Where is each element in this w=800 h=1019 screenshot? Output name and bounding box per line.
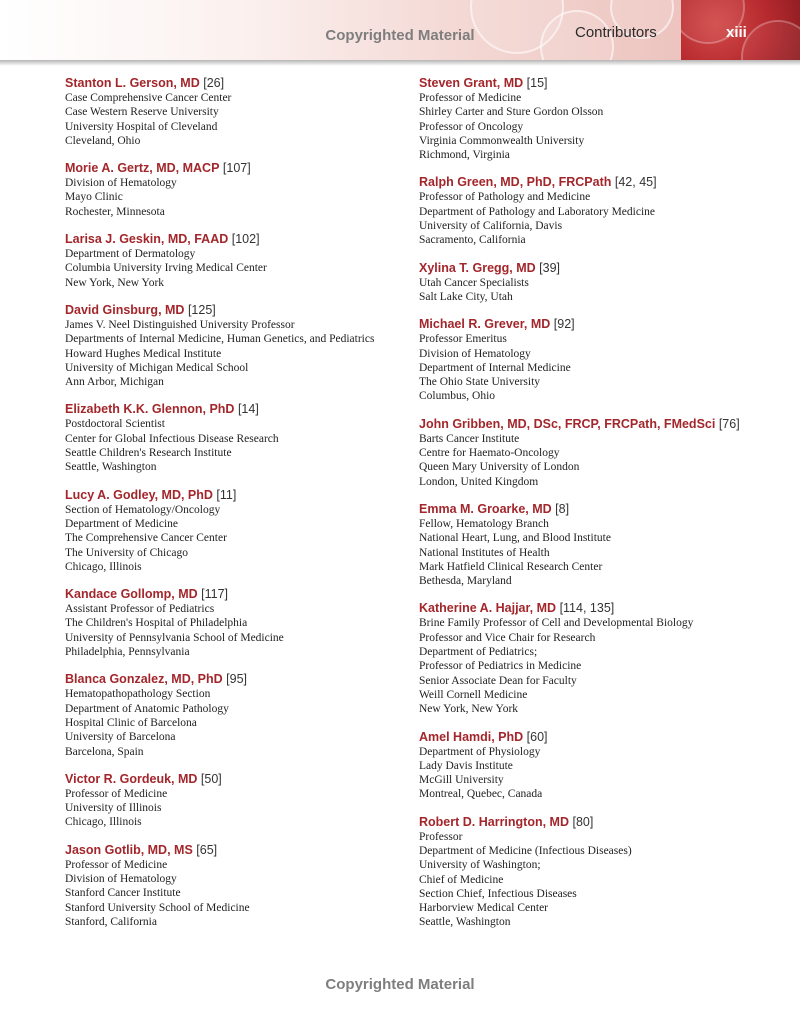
affiliation-line: Senior Associate Dean for Faculty <box>419 674 577 687</box>
contributor-name: Jason Gotlib, MD, MS <box>65 842 193 857</box>
contributor-name: Stanton L. Gerson, MD <box>65 76 200 90</box>
affiliation-line: University Hospital of Cleveland <box>65 120 218 133</box>
contributor-heading <box>419 261 769 276</box>
contributor-name: Steven Grant, MD <box>419 76 524 90</box>
contributor-heading <box>65 402 415 417</box>
affiliation-line: Center for Global Infectious Disease Research <box>65 432 279 445</box>
chapter-reference: [65] <box>196 842 218 857</box>
chapter-reference: [114, 135] <box>559 601 615 616</box>
affiliation-line: Division of Hematology <box>65 872 177 885</box>
contributor-entry <box>419 601 769 716</box>
contributor-name: Lucy A. Godley, MD, PhD <box>65 487 213 502</box>
affiliation-line: Brine Family Professor of Cell and Developmental Biology <box>419 617 694 630</box>
affiliation-line: Stanford, California <box>65 915 157 928</box>
affiliation-line: Centre for Haemato-Oncology <box>419 447 560 460</box>
contributor-heading <box>65 488 415 503</box>
affiliation-line: The Children's Hospital of Philadelphia <box>65 617 248 630</box>
affiliation-line: Montreal, Quebec, Canada <box>419 788 543 801</box>
contributor-heading <box>65 587 415 602</box>
affiliation-line: Sacramento, California <box>419 234 526 247</box>
contributor-heading <box>419 317 769 332</box>
contributor-name: Robert D. Harrington, MD <box>419 814 569 829</box>
contributor-name: Xylina T. Gregg, MD <box>419 260 536 275</box>
affiliation-line: Barts Cancer Institute <box>419 432 520 445</box>
contributor-entry <box>419 175 769 247</box>
affiliation-line: Stanford Cancer Institute <box>65 887 181 900</box>
contributors-left-column <box>65 76 415 942</box>
affiliation-line: Salt Lake City, Utah <box>419 290 513 303</box>
contributor-entry <box>419 730 769 802</box>
affiliation-line: Professor of Oncology <box>419 120 524 133</box>
contributor-name: Amel Hamdi, PhD <box>419 729 524 744</box>
contributor-heading <box>65 672 415 687</box>
contributor-entry <box>419 815 769 930</box>
affiliation-line: Postdoctoral Scientist <box>65 418 165 431</box>
affiliation-line: Mark Hatfield Clinical Research Center <box>419 560 603 573</box>
affiliation-line: Hospital Clinic of Barcelona <box>65 716 197 729</box>
contributor-entry <box>419 317 769 403</box>
contributor-heading <box>419 175 769 190</box>
affiliation-line: Lady Davis Institute <box>419 759 513 772</box>
chapter-reference: [60] <box>526 729 548 744</box>
contributor-entry <box>65 587 415 659</box>
affiliation-line: Cleveland, Ohio <box>65 134 141 147</box>
affiliation-line: Mayo Clinic <box>65 191 123 204</box>
contributor-name: Emma M. Groarke, MD <box>419 501 552 516</box>
affiliation-line: Professor of Medicine <box>419 92 522 104</box>
affiliation-line: Richmond, Virginia <box>419 149 510 162</box>
chapter-reference: [125] <box>187 302 216 317</box>
affiliation-line: The University of Chicago <box>65 546 188 559</box>
chapter-reference: [14] <box>237 402 259 417</box>
affiliation-line: New York, New York <box>419 703 519 716</box>
affiliation-line: Case Western Reserve University <box>65 106 219 119</box>
affiliation-line: Columbus, Ohio <box>419 390 496 403</box>
contributor-entry <box>65 772 415 830</box>
contributor-name: Morie A. Gertz, MD, MACP <box>65 161 220 176</box>
chapter-reference: [95] <box>226 672 248 687</box>
contributor-name: Elizabeth K.K. Glennon, PhD <box>65 402 235 417</box>
contributor-entry <box>419 76 769 162</box>
affiliation-line: Bethesda, Maryland <box>419 575 512 588</box>
affiliation-line: Department of Medicine (Infectious Diseases) <box>419 844 632 857</box>
contributor-heading <box>65 161 415 176</box>
affiliation-line: Chief of Medicine <box>419 873 504 886</box>
affiliation-line: Fellow, Hematology Branch <box>419 517 549 530</box>
contributor-heading <box>419 76 769 91</box>
affiliation-line: Department of Physiology <box>419 745 541 758</box>
affiliation-line: The Comprehensive Cancer Center <box>65 532 227 545</box>
watermark-top: Copyrighted Material <box>325 27 475 44</box>
affiliation-line: Case Comprehensive Cancer Center <box>65 92 232 104</box>
affiliation-line: National Heart, Lung, and Blood Institute <box>419 532 611 545</box>
affiliation-line: Shirley Carter and Sture Gordon Olsson <box>419 106 604 119</box>
affiliation-line: Chicago, Illinois <box>65 816 142 829</box>
affiliation-line: Professor and Vice Chair for Research <box>419 631 596 644</box>
chapter-reference: [50] <box>200 771 222 786</box>
affiliation-line: Seattle, Washington <box>65 461 157 474</box>
chapter-reference: [80] <box>572 814 594 829</box>
affiliation-line: Department of Pediatrics; <box>419 646 538 659</box>
affiliation-line: University of California, Davis <box>419 220 563 233</box>
contributor-entry <box>65 672 415 758</box>
affiliation-line: Department of Internal Medicine <box>419 361 571 374</box>
affiliation-line: University of Michigan Medical School <box>65 361 249 374</box>
contributor-name: Larisa J. Geskin, MD, FAAD <box>65 232 229 247</box>
chapter-reference: [92] <box>553 317 575 332</box>
contributor-entry <box>419 261 769 305</box>
affiliation-line: Department of Anatomic Pathology <box>65 702 229 715</box>
contributor-name: Kandace Gollomp, MD <box>65 587 198 602</box>
affiliation-line: Seattle Children's Research Institute <box>65 447 232 460</box>
contributor-entry <box>65 843 415 929</box>
header-shadow <box>0 60 800 66</box>
page-number: xiii <box>726 24 747 41</box>
contributor-heading <box>65 843 415 858</box>
chapter-reference: [107] <box>222 161 251 176</box>
affiliation-line: University of Washington; <box>419 859 541 872</box>
watermark-bottom: Copyrighted Material <box>325 976 475 993</box>
affiliation-line: Columbia University Irving Medical Center <box>65 262 267 275</box>
contributor-name: David Ginsburg, MD <box>65 302 185 317</box>
affiliation-line: Division of Hematology <box>419 347 531 360</box>
affiliation-line: Department of Medicine <box>65 517 179 530</box>
contributor-heading <box>65 232 415 247</box>
affiliation-line: University of Pennsylvania School of Medicine <box>65 631 284 644</box>
affiliation-line: University of Illinois <box>65 802 162 815</box>
affiliation-line: Ann Arbor, Michigan <box>65 376 164 389</box>
affiliation-line: The Ohio State University <box>419 376 541 389</box>
affiliation-line: Virginia Commonwealth University <box>419 134 585 147</box>
affiliation-line: Department of Pathology and Laboratory Medicine <box>419 205 655 218</box>
affiliation-line: Harborview Medical Center <box>419 902 549 915</box>
chapter-reference: [42, 45] <box>614 175 657 190</box>
chapter-reference: [26] <box>203 76 225 90</box>
contributor-entry <box>419 417 769 489</box>
contributor-heading <box>65 76 415 91</box>
contributor-entry <box>419 502 769 588</box>
affiliation-line: Weill Cornell Medicine <box>419 688 528 701</box>
affiliation-line: Division of Hematology <box>65 177 177 190</box>
affiliation-line: Assistant Professor of Pediatrics <box>65 603 215 616</box>
contributor-heading <box>419 815 769 830</box>
chapter-reference: [117] <box>201 587 229 602</box>
contributor-entry <box>65 161 415 219</box>
affiliation-line: Professor <box>419 830 463 843</box>
affiliation-line: Howard Hughes Medical Institute <box>65 347 222 360</box>
chapter-reference: [76] <box>718 416 740 431</box>
affiliation-line: Philadelphia, Pennsylvania <box>65 646 190 659</box>
contributor-heading <box>419 417 769 432</box>
contributor-name: Ralph Green, MD, PhD, FRCPath <box>419 175 612 190</box>
contributor-name: John Gribben, MD, DSc, FRCP, FRCPath, FMedSci <box>419 416 716 431</box>
affiliation-line: Hematopathopathology Section <box>65 688 211 701</box>
contributor-entry <box>65 303 415 389</box>
affiliation-line: Barcelona, Spain <box>65 745 144 758</box>
chapter-reference: [102] <box>231 232 260 247</box>
affiliation-line: National Institutes of Health <box>419 546 550 559</box>
affiliation-line: McGill University <box>419 774 504 787</box>
contributor-name: Katherine A. Hajjar, MD <box>419 601 557 616</box>
affiliation-line: Professor Emeritus <box>419 333 507 346</box>
affiliation-line: Queen Mary University of London <box>419 461 580 474</box>
affiliation-line: Section Chief, Infectious Diseases <box>419 887 577 900</box>
contributor-name: Blanca Gonzalez, MD, PhD <box>65 672 223 687</box>
chapter-reference: [8] <box>555 501 570 516</box>
affiliation-line: Utah Cancer Specialists <box>419 276 529 289</box>
affiliation-line: James V. Neel Distinguished University Professor <box>65 318 295 331</box>
chapter-reference: [39] <box>539 260 561 275</box>
contributor-entry <box>65 232 415 290</box>
contributor-name: Victor R. Gordeuk, MD <box>65 771 198 786</box>
affiliation-line: New York, New York <box>65 276 165 289</box>
affiliation-line: Seattle, Washington <box>419 916 511 929</box>
affiliation-line: University of Barcelona <box>65 731 176 744</box>
affiliation-line: Professor of Pediatrics in Medicine <box>419 660 582 673</box>
affiliation-line: Professor of Medicine <box>65 787 168 800</box>
affiliation-line: London, United Kingdom <box>419 475 539 488</box>
affiliation-line: Departments of Internal Medicine, Human Genetics, and Pediatrics <box>65 333 375 346</box>
contributors-right-column <box>419 76 769 943</box>
affiliation-line: Section of Hematology/Oncology <box>65 503 221 516</box>
affiliation-line: Stanford University School of Medicine <box>65 901 250 914</box>
affiliation-line: Rochester, Minnesota <box>65 205 165 218</box>
section-title: Contributors <box>575 24 657 41</box>
contributor-heading <box>419 502 769 517</box>
chapter-reference: [15] <box>526 76 548 90</box>
contributor-entry <box>65 76 415 148</box>
affiliation-line: Professor of Pathology and Medicine <box>419 191 591 204</box>
chapter-reference: [11] <box>216 487 237 502</box>
affiliation-line: Chicago, Illinois <box>65 560 142 573</box>
contributor-heading <box>65 303 415 318</box>
contributor-name: Michael R. Grever, MD <box>419 317 551 332</box>
contributor-entry <box>65 488 415 574</box>
contributor-heading <box>65 772 415 787</box>
contributor-heading <box>419 601 769 616</box>
contributor-entry <box>65 402 415 474</box>
affiliation-line: Department of Dermatology <box>65 248 196 261</box>
affiliation-line: Professor of Medicine <box>65 858 168 871</box>
contributor-heading <box>419 730 769 745</box>
